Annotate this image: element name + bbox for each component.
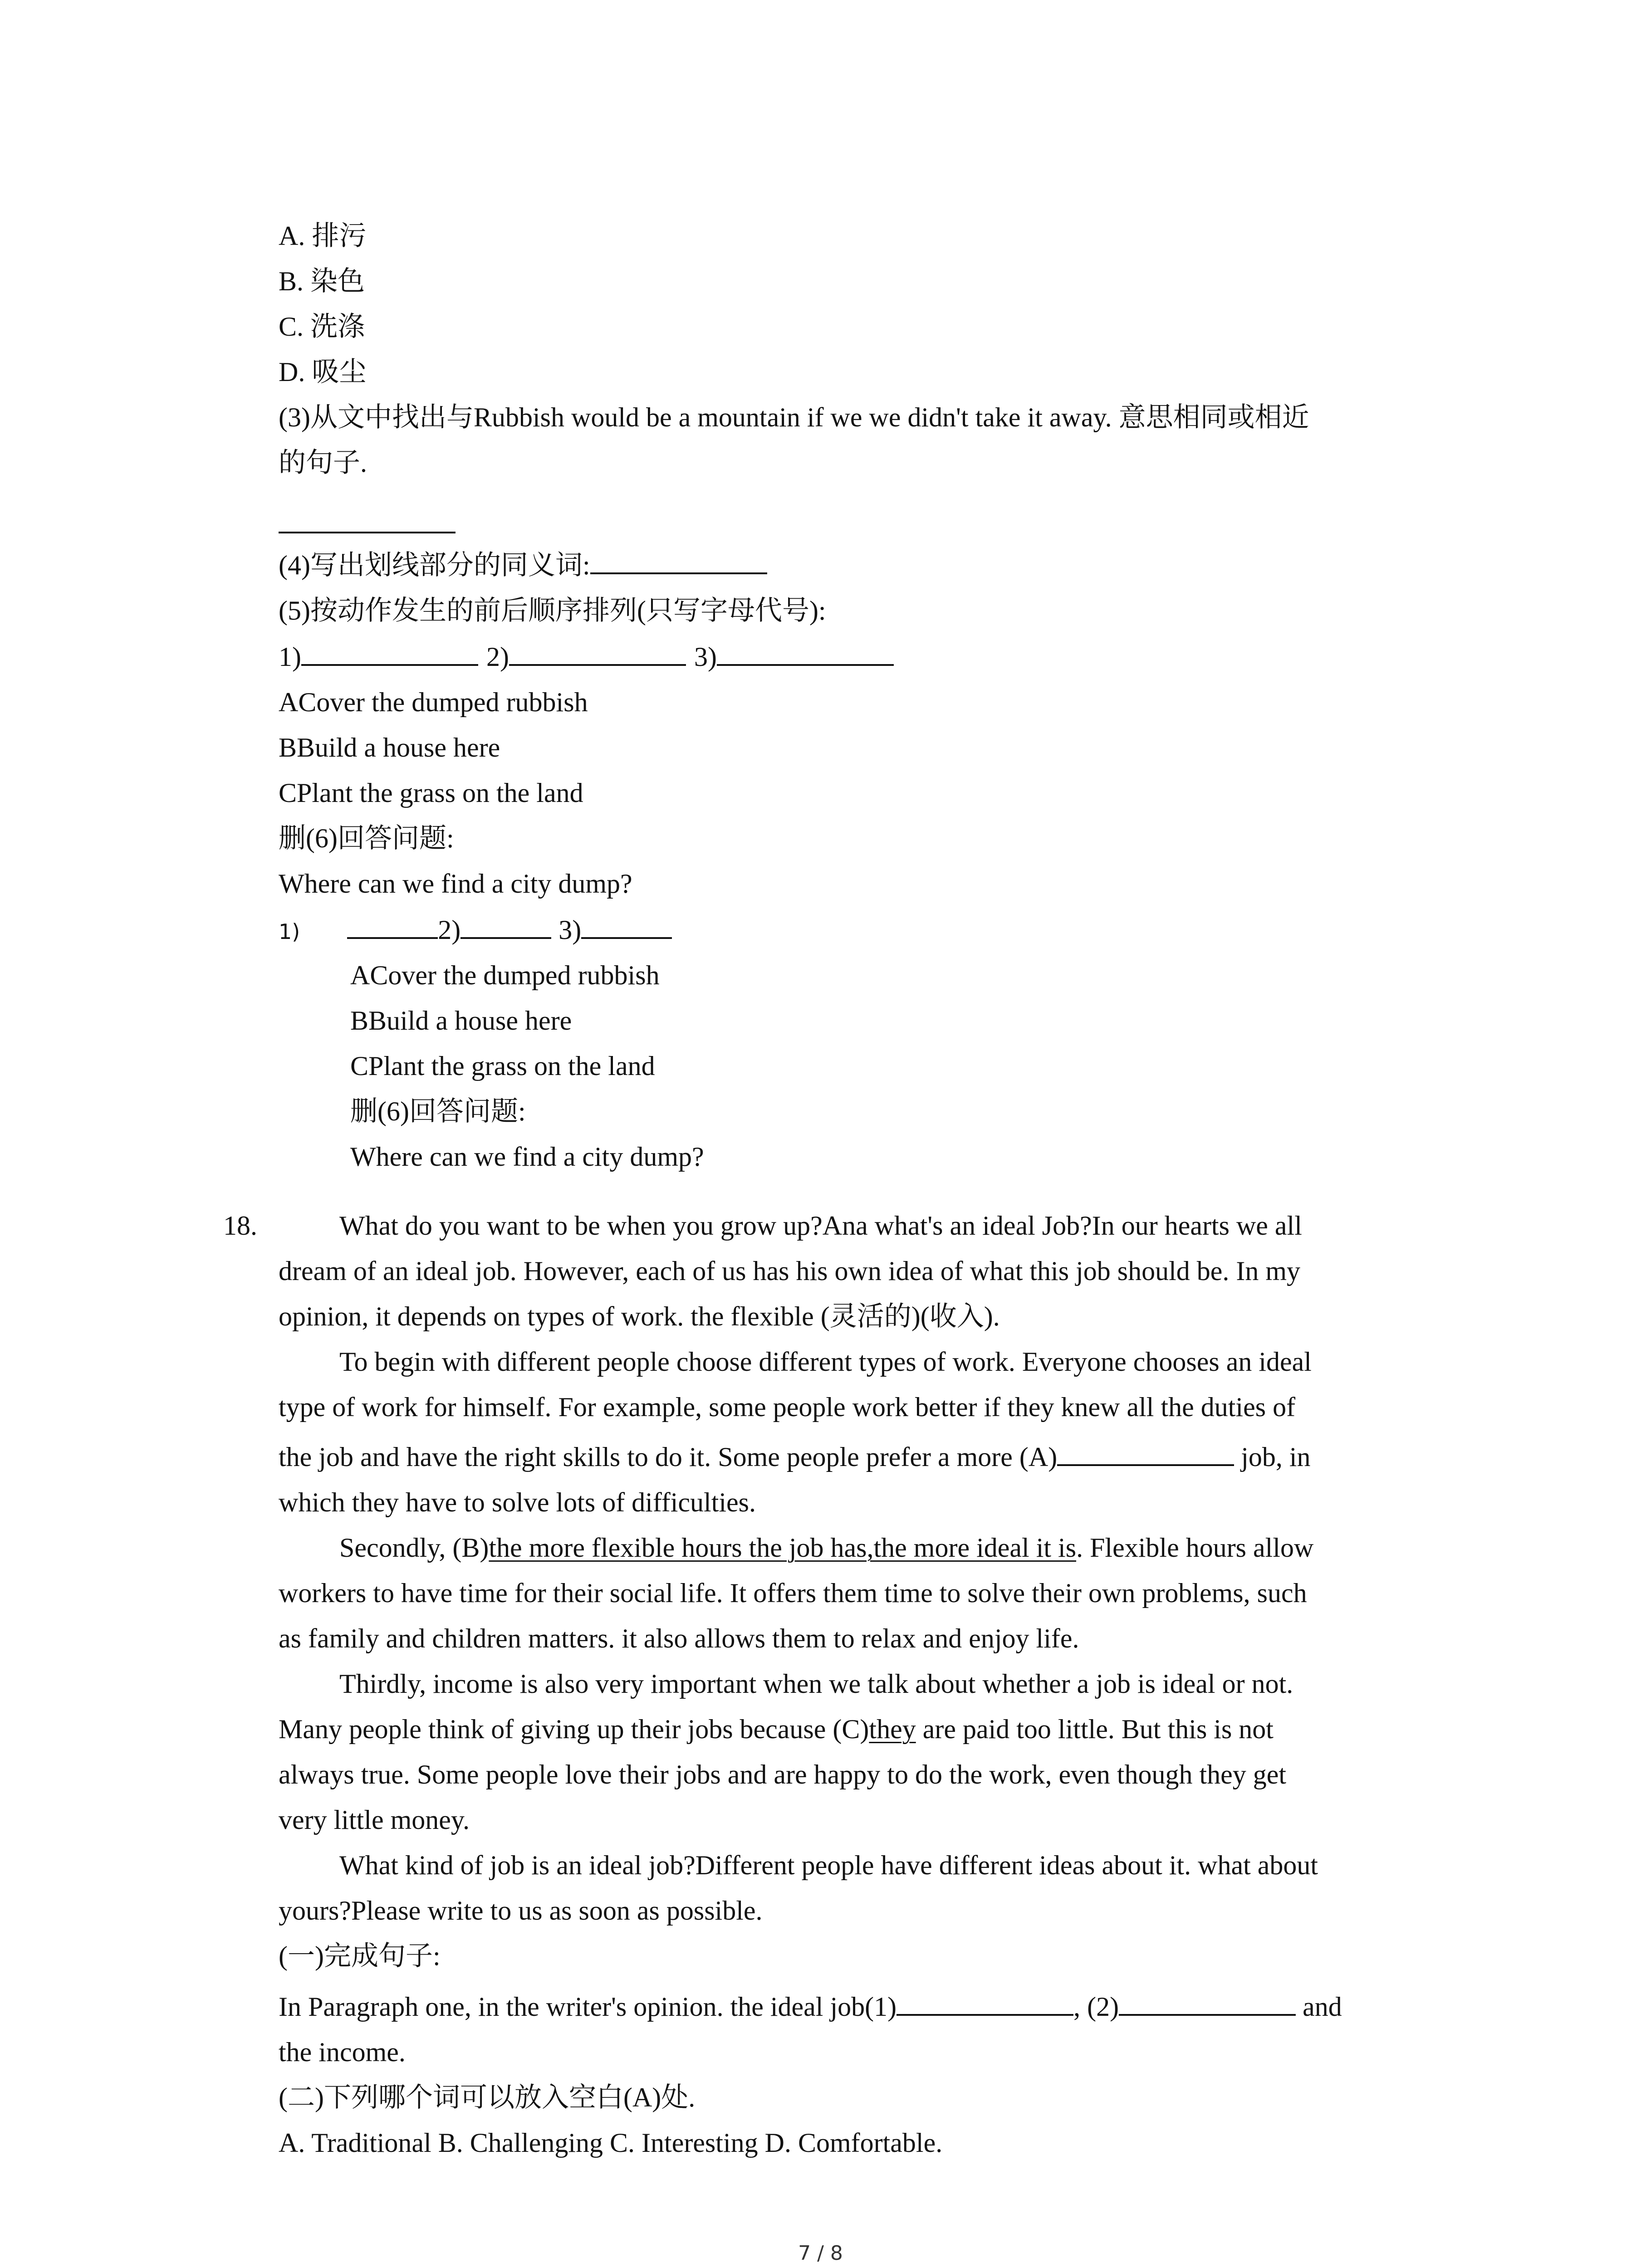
repeat-blank-3[interactable]: [581, 914, 672, 939]
q4-line: [279, 549, 767, 582]
underlined-phrase-b: the more flexible hours the job has,the more ideal it is: [489, 1533, 1077, 1563]
passage-line-1: What do you want to be when you grow up?Ana what's an ideal Job?In our hearts we all: [339, 1211, 1302, 1241]
repeat-q6-text: 删(6)回答问题:: [350, 1096, 526, 1126]
part2-heading: (二)下列哪个词可以放入空白(A)处.: [279, 2082, 696, 2112]
underlined-word-c: they: [869, 1714, 916, 1744]
q4-blank[interactable]: [590, 549, 767, 574]
part1-sentence-a: In Paragraph one, in the writer's opinion. the ideal job(1): [279, 1992, 897, 2022]
q5-blank-label-1: 1): [279, 642, 301, 672]
q5-blank-3[interactable]: [717, 640, 894, 666]
action-c: CPlant the grass on the land: [279, 778, 583, 808]
q3-answer-blank[interactable]: [279, 508, 456, 541]
action-b: BBuild a house here: [279, 733, 500, 763]
passage-line-12-tail: are paid too little. But this is not: [916, 1714, 1274, 1744]
passage-line-4: To begin with different people choose different types of work. Everyone chooses an ideal: [339, 1347, 1312, 1377]
q6-text: 删(6)回答问题:: [279, 823, 454, 853]
repeat-blank-label-1: 1): [279, 919, 300, 944]
passage-line-8-text: Secondly, (B): [339, 1533, 489, 1563]
q5-blank-label-2: 2): [486, 642, 509, 672]
option-b: B. 染色: [279, 266, 365, 296]
blank-a[interactable]: [1057, 1441, 1234, 1466]
repeat-action-b: BBuild a house here: [350, 1006, 572, 1036]
q5-blank-1[interactable]: [301, 640, 478, 666]
q5-blanks-line: [279, 640, 894, 673]
q3-line1: (3)从文中找出与Rubbish would be a mountain if we we didn't take it away. 意思相同或相近: [279, 402, 1309, 432]
passage-line-6: [279, 1441, 1311, 1473]
part1-sentence-b: , (2): [1073, 1992, 1119, 2022]
repeat-blanks-line: [279, 914, 672, 948]
passage-line-11: Thirdly, income is also very important when we talk about whether a job is ideal or not.: [339, 1669, 1293, 1699]
passage-line-12: [279, 1713, 1274, 1745]
passage-line-15: What kind of job is an ideal job?Different people have different ideas about it. what about: [339, 1850, 1318, 1880]
passage-line-6-text: the job and have the right skills to do it. Some people prefer a more (A): [279, 1442, 1058, 1472]
passage-line-5: type of work for himself. For example, some people work better if they knew all the duties of: [279, 1392, 1296, 1422]
passage-line-16: yours?Please write to us as soon as possible.: [279, 1896, 763, 1926]
passage-line-8-tail: . Flexible hours allow: [1076, 1533, 1314, 1563]
action-a: ACover the dumped rubbish: [279, 687, 588, 717]
repeat-blank-label-3: 3): [558, 915, 582, 945]
part1-blank-2[interactable]: [1119, 1990, 1296, 2016]
option-c: C. 洗涤: [279, 312, 365, 342]
repeat-blank-2[interactable]: [460, 914, 551, 939]
q6-question: Where can we find a city dump?: [279, 869, 632, 899]
passage-line-8: [339, 1531, 1313, 1564]
passage-line-12-text: Many people think of giving up their jobs because (C): [279, 1714, 869, 1744]
q4-text: (4)写出划线部分的同义词:: [279, 550, 590, 580]
passage-line-6-tail: job, in: [1234, 1442, 1311, 1472]
repeat-blank-label-2: 2): [438, 915, 461, 945]
passage-line-7: which they have to solve lots of difficulties.: [279, 1487, 756, 1517]
passage-line-10: as family and children matters. it also allows them to relax and enjoy life.: [279, 1623, 1079, 1653]
passage-line-2: dream of an ideal job. However, each of us has his own idea of what this job should be. In my: [279, 1256, 1301, 1286]
repeat-q6-question: Where can we find a city dump?: [350, 1142, 704, 1172]
repeat-action-c: CPlant the grass on the land: [350, 1051, 655, 1081]
passage-line-14: very little money.: [279, 1805, 470, 1835]
q5-text: (5)按动作发生的前后顺序排列(只写字母代号):: [279, 596, 826, 626]
passage-line-13: always true. Some people love their jobs and are happy to do the work, even though they get: [279, 1760, 1287, 1789]
part1-sentence: [279, 1990, 1342, 2023]
q5-blank-2[interactable]: [509, 640, 686, 666]
passage-line-3: opinion, it depends on types of work. the flexible (灵活的)(收入).: [279, 1301, 1000, 1331]
page-number: 7 / 8: [798, 2242, 843, 2265]
part1-heading: (一)完成句子:: [279, 1941, 441, 1971]
passage-line-9: workers to have time for their social life. It offers them time to solve their own problems, such: [279, 1578, 1307, 1608]
q5-blank-label-3: 3): [694, 642, 717, 672]
repeat-blank-1[interactable]: [347, 914, 438, 939]
repeat-action-a: ACover the dumped rubbish: [350, 960, 660, 990]
part1-sentence-end: the income.: [279, 2037, 406, 2067]
option-a: A. 排污: [279, 221, 367, 251]
option-d: D. 吸尘: [279, 357, 367, 387]
q3-line2: 的句子.: [279, 448, 367, 478]
part1-sentence-c: and: [1296, 1992, 1342, 2022]
part2-options: A. Traditional B. Challenging C. Interesting D. Comfortable.: [279, 2128, 943, 2158]
question-number-18: 18.: [223, 1211, 257, 1241]
part1-blank-1[interactable]: [896, 1990, 1073, 2016]
